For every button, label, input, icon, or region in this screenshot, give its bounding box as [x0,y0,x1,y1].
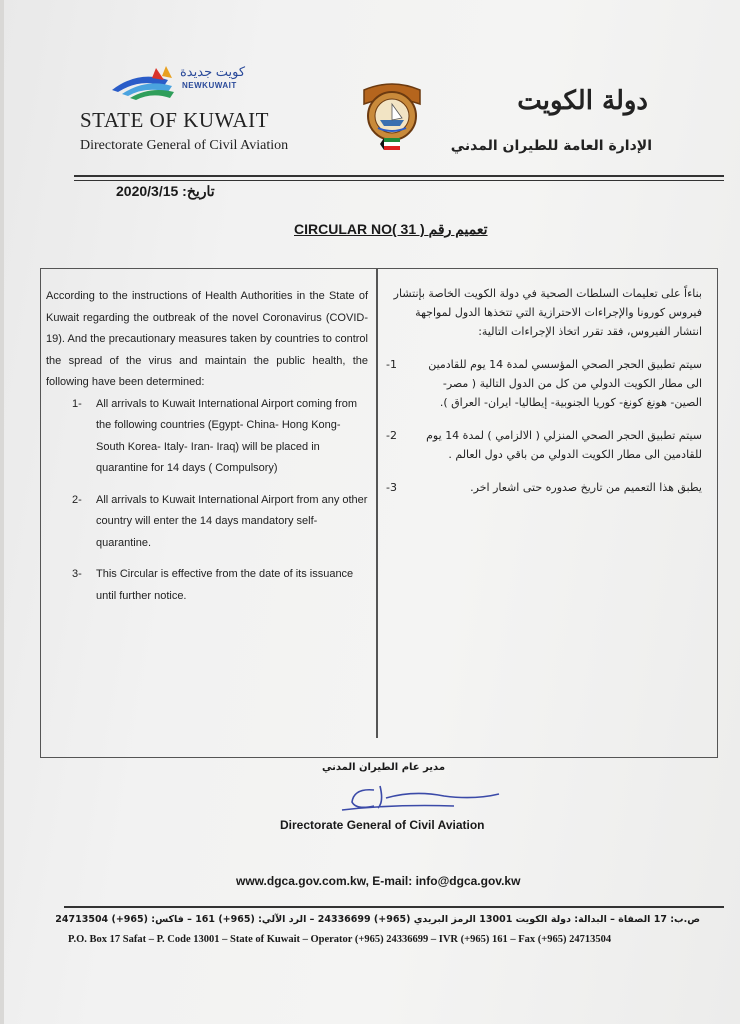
list-item: 1- All arrivals to Kuwait International Airport coming from the following countries (Egypt- China- Hong Kong- South Korea- Italy- Iran- Iraq) will be placed in quarantine for 14 days ( Compulsory) [72,397,358,474]
english-measures-list [46,394,368,608]
dgca-title-en: Directorate General of Civil Aviation [80,138,289,153]
footer-rule [64,906,724,908]
list-item: -2 سيتم تطبيق الحجر الصحي المنزلي ( الالزامي ) لمدة 14 يوم للقادمين الى مطار الكويت الدولي من باقي دول العالم . [386,429,702,461]
newkuwait-english: NEWKUWAIT [182,81,237,90]
footer-address-ar: ص.ب: 17 الصفاة – البدالة: دولة الكويت 13001 الرمز البريدي (965+) 24336699 – الرد الآلي: (965+) 161 – فاكس: (965+) 24713504 [55,914,700,925]
english-column [46,286,368,607]
dgca-title-ar: الإدارة العامة للطيران المدني [450,138,652,154]
list-item: 3- This Circular is effective from the date of its issuance until further notice. [72,568,354,602]
list-item: -1 سيتم تطبيق الحجر الصحي المؤسسي لمدة 14 يوم للقادمين الى مطار الكويت الدولي من كل من الدول التالية ( مصر- الصين- هونغ كونغ- كوريا الجنوبية- إيطاليا- ايران- العراق ). [386,358,702,409]
document-page [4,0,740,1024]
header-rule [74,175,724,177]
kuwait-emblem-icon [354,78,430,158]
list-item: 2- All arrivals to Kuwait International Airport from any other country will enter the 14 days mandatory self-quarantine. [72,493,368,549]
circular-number [294,221,488,238]
english-intro: According to the instructions of Health Authorities in the State of Kuwait regarding the outbreak of the novel Coronavirus (COVID- 19). And the precautionary measures taken by countries to control the spread of the virus and maintain the public health, the following have been determined: [46,290,368,388]
state-title-ar: دولة الكويت [517,86,648,116]
column-divider [376,268,378,738]
list-item: -3 يطبق هذا التعميم من تاريخ صدوره حتى اشعار اخر. [386,481,702,494]
newkuwait-arabic: كويت جديدة [180,64,246,79]
signatory-title-ar: مدير عام الطيران المدني [322,762,446,773]
arabic-column [386,284,702,511]
signatory-department: Directorate General of Civil Aviation [280,818,485,832]
arabic-intro: بناءاً على تعليمات السلطات الصحية في دولة الكويت الخاصة بإنتشار فيروس كورونا والإجراءات الاحترازية التي تتخذها الدول لمواجهة انتشار الفيروس، فقد تقرر اتخاذ الإجراءات التالية: [393,287,702,338]
issue-date: تاريخ: 2020/3/15 [116,183,215,199]
circular-number-en: CIRCULAR NO( 31 ) [294,221,425,237]
handwritten-signature-icon [334,776,504,816]
state-title-en: STATE OF KUWAIT [80,108,269,132]
footer-address-en: P.O. Box 17 Safat – P. Code 13001 – State of Kuwait – Operator (+965) 24336699 – IVR (+965) 161 – Fax (+965) 24713504 [68,934,612,945]
header-rule-thin [74,180,724,181]
circular-number-ar: تعميم رقم [428,221,488,237]
contact-line: www.dgca.gov.com.kw, E-mail: info@dgca.gov.kw [236,874,521,888]
